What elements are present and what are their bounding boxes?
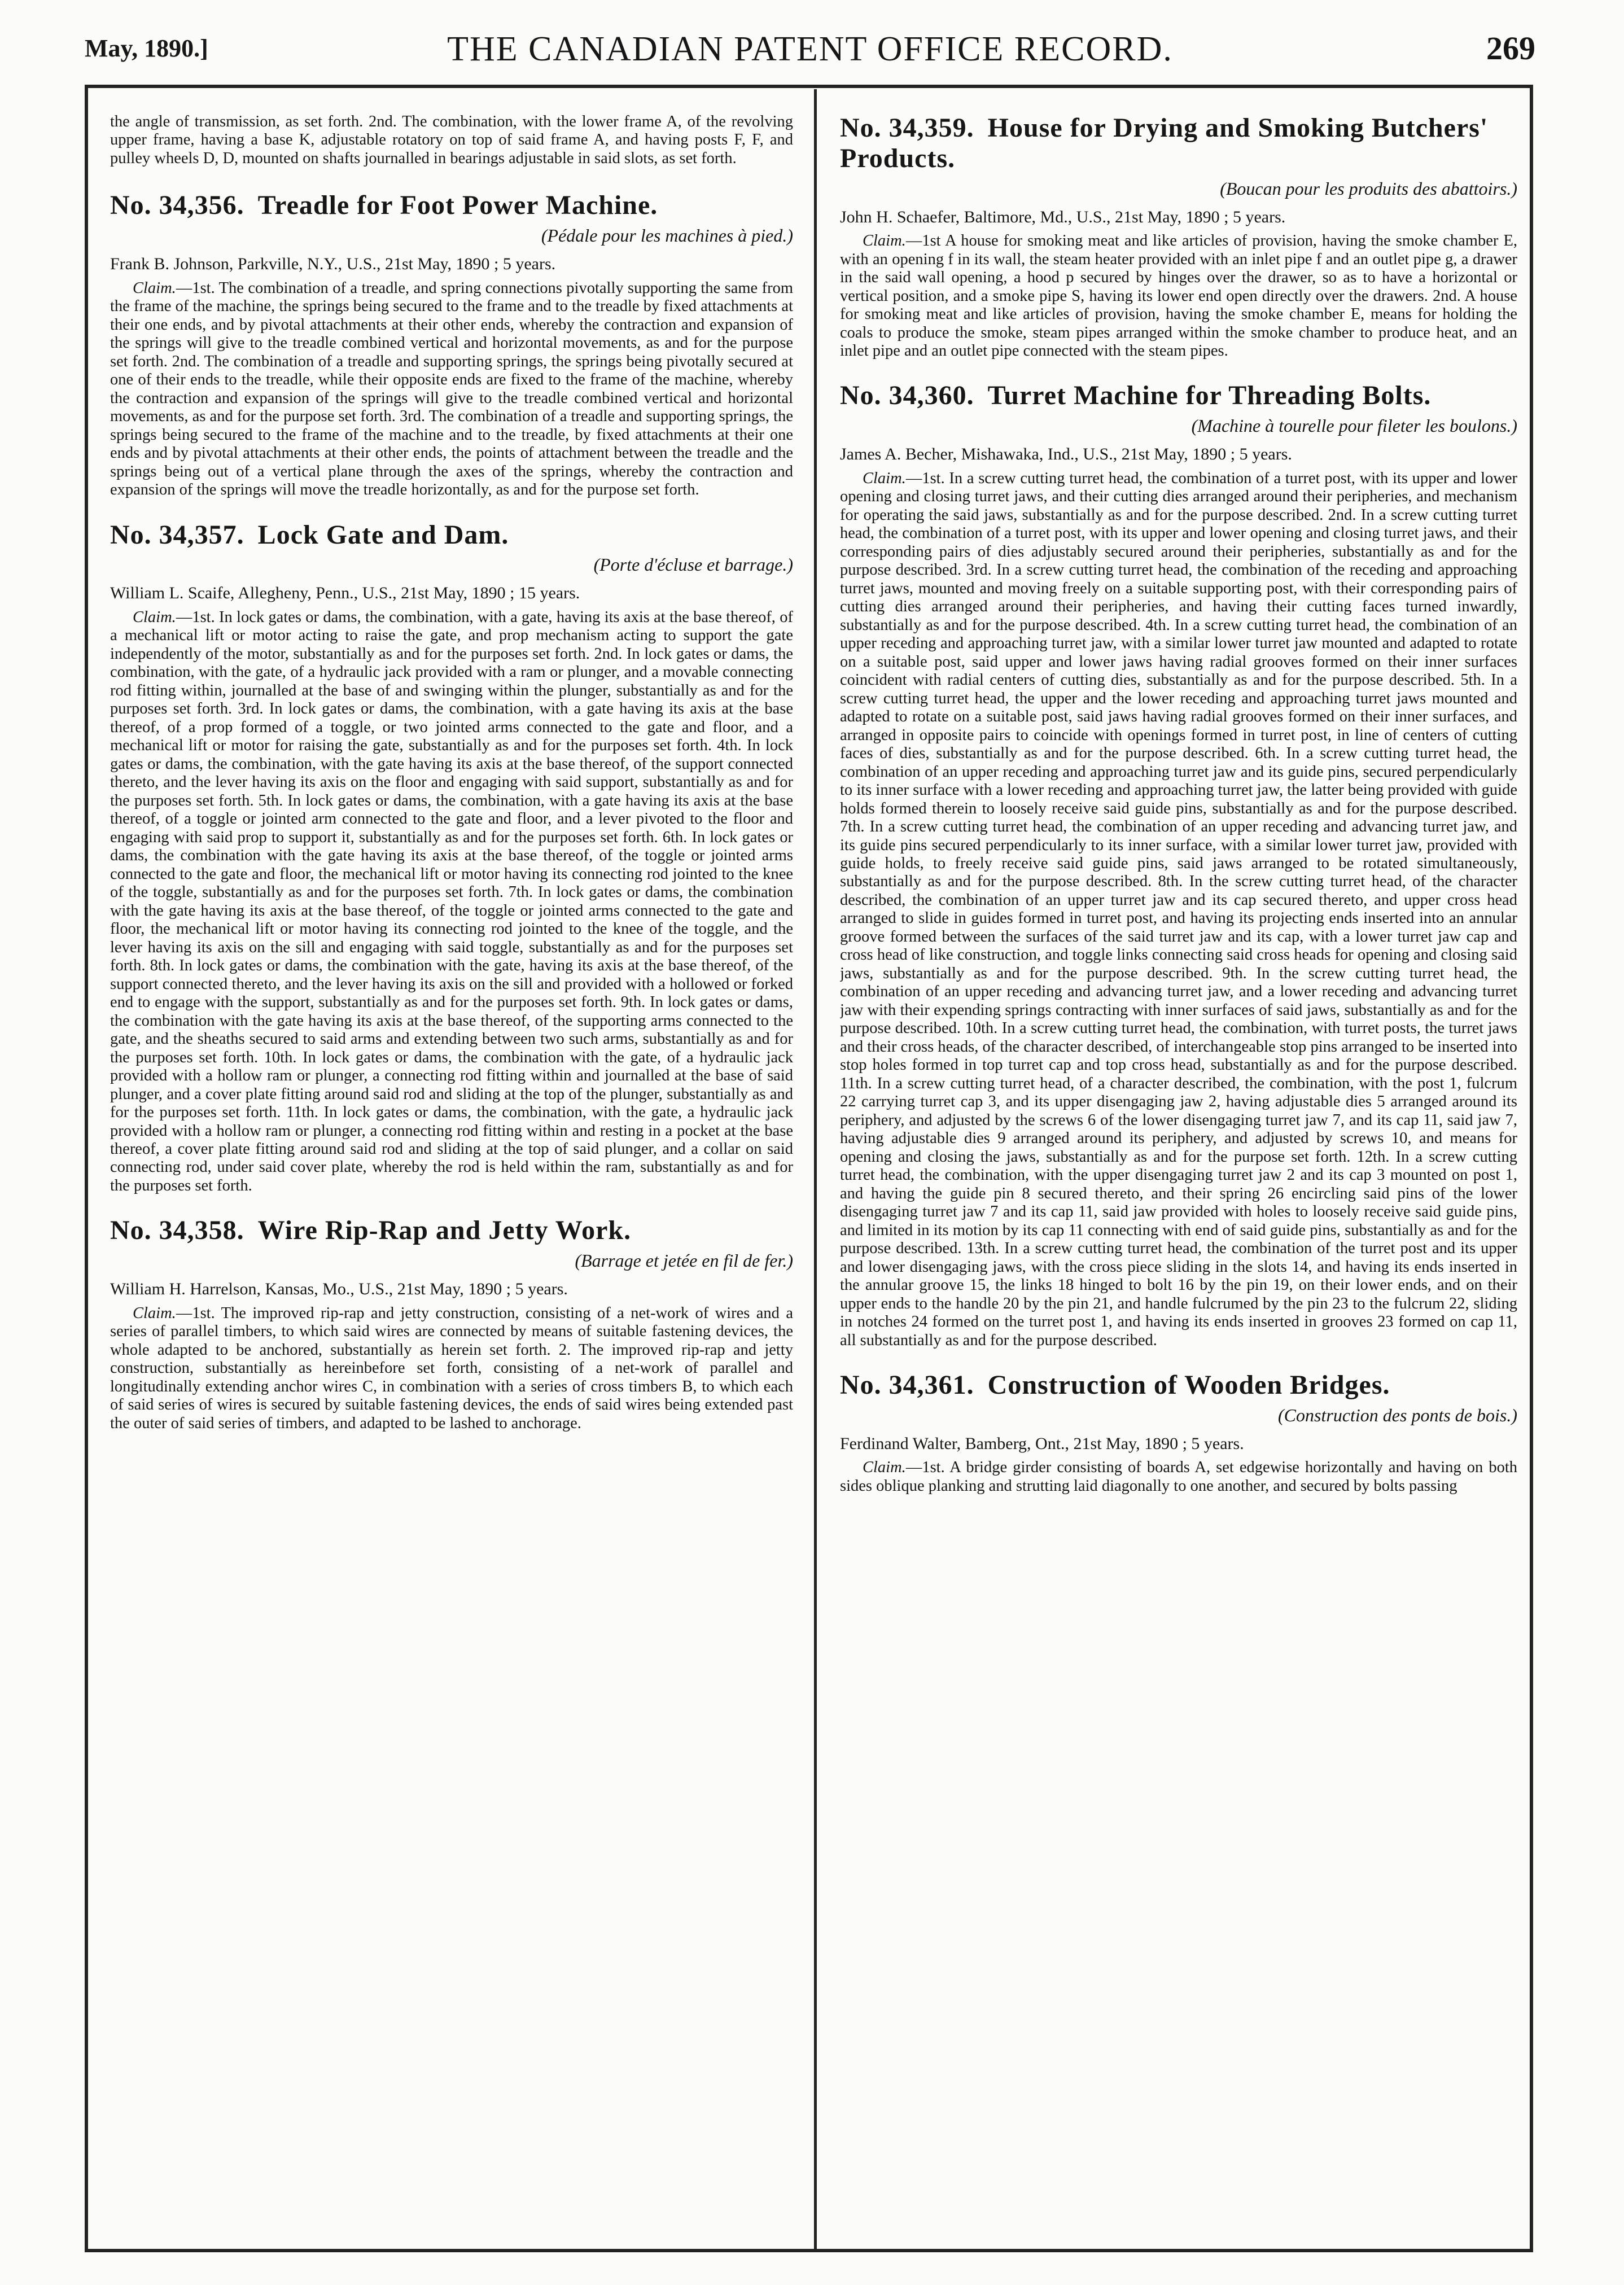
claim-text: —1st. In lock gates or dams, the combination, with a gate, having its axis at the base thereof, of a mechanical lift or motor acting to raise the gate, and prop mechanism acting to support the gate independently of the motor, substantially as and for the purposes set forth. 2nd. In lock gates or dams, the combination, with the gate, of a hydraulic jack provided with a ram or plunger, and a movable connecting rod fitting within, journalled at the base of and swinging within the plunger, substantially as and for the purposes set forth. 3rd. In lock gates or dams, the combination, with a gate having its axis at the base thereof, of a prop formed of a toggle, or two jointed arms connected to the gate and floor, and a mechanical lift or motor for raising the gate, substantially as and for the purposes set forth. 4th. In lock gates or dams, the combination, with the gate having its axis at the base thereof, of the support connected thereto, and the lever having its axis on the floor and engaging with said support, substantially as and for the purposes set forth. 5th. In lock gates or dams, the combination, with a gate having its axis at the base thereof, of a toggle or jointed arm connected to the gate and floor, and a lever pivoted to the floor and engaging with said prop to support it, substantially as and for the purposes set forth. 6th. In lock gates or dams, the combination with the gate having its axis at the base thereof, of the toggle or jointed arms connected to the gate and floor, the mechanical lift or motor having its connecting rod jointed to the knee of the toggle, substantially as and for the purposes set forth. 7th. In lock gates or dams, the combination with the gate having its axis at the base thereof, of the toggle or jointed arms connected to the gate and floor, the mechanical lift or motor having its connecting rod jointed to the knee of the toggle, and the lever having its axis on the sill and engaging with said toggle, substantially as and for the purposes set forth. 8th. In lock gates or dams, the combination with the gate, having its axis at the base thereof, of the support connected thereto, and the lever having its axis on the sill and provided with a hollowed or forked end to engage with the support, substantially as and for the purposes set forth. 9th. In lock gates or dams, the combination with the gate having its axis at the base thereof, of the supporting arms connected to the gate, and the sheaths secured to said arms and extending between two such arms, substantially as and for the purposes set forth. 10th. In lock gates or dams, the combination with the gate, of a hydraulic jack provided with a hollow ram or plunger, a connecting rod fitting within and journalled at the base of said plunger, and a cover plate fitting around said rod and sliding at the top of the plunger, substantially as and for the purposes set forth. 11th. In lock gates or dams, the combination, with the gate, a hydraulic jack provided with a hollow ram or plunger, a connecting rod fitting within and resting in a pocket at the base thereof, a cover plate fitting around said rod and sliding at the top of said plunger, and a collar on said connecting rod, under said cover plate, whereby the rod is held within the ram, substantially as and for the purposes set forth. bbox=[110, 608, 793, 1194]
patent-inventor: William H. Harrelson, Kansas, Mo., U.S., 21st May, 1890 ; 5 years. bbox=[110, 1280, 568, 1299]
claim-text: —1st. The combination of a treadle, and spring connections pivotally supporting the same from the frame of the machine, the springs being secured to the frame and to the treadle by fixed attachments at their one ends, and by pivotal attachments at their other ends, whereby the contraction and expansion of the springs will give to the treadle combined vertical and horizontal movements, as and for the purpose set forth. 2nd. The combination of a treadle and supporting springs, the springs being pivotally secured at one of their ends to the treadle, while their opposite ends are fixed to the frame of the machine, whereby the contraction and expansion of the springs will give to the treadle combined vertical and horizontal movements, as and for the purpose set forth. 3rd. The combination of a treadle and supporting springs, the springs being secured to the frame of the machine and to the treadle, by fixed attachments at their one ends and by pivotal attachments at their other ends, the points of attachment between the treadle and the springs being out of a vertical plane through the axes of the springs, whereby the contraction and expansion of the springs will move the treadle horizontally, as and for the purpose set forth. bbox=[110, 279, 793, 499]
continuation-text: the angle of transmission, as set forth. 2nd. The combination, with the lower frame A, of the revolving upper frame, having a base K, adjustable rotatory on top of said frame A, and having posts F, F, and pulley wheels D, D, mounted on shafts journalled in bearings adjustable in said slots, as set forth. bbox=[110, 113, 793, 167]
patent-heading bbox=[840, 380, 1517, 411]
patent-number: No. 34,359. bbox=[840, 113, 974, 143]
patent-number: No. 34,357. bbox=[110, 519, 244, 550]
patent-heading bbox=[110, 520, 793, 550]
patent-claim bbox=[840, 470, 1517, 1350]
page-header bbox=[85, 23, 1535, 73]
patent-inventor: William L. Scaife, Allegheny, Penn., U.S., 21st May, 1890 ; 15 years. bbox=[110, 584, 580, 603]
patent-inventor: Ferdinand Walter, Bamberg, Ont., 21st May, 1890 ; 5 years. bbox=[840, 1434, 1244, 1453]
patent-french-title: (Boucan pour les produits des abattoirs.) bbox=[1220, 178, 1517, 199]
header-date: May, 1890.] bbox=[85, 34, 208, 62]
claim-label: Claim. bbox=[133, 1304, 176, 1322]
patent-number: No. 34,356. bbox=[110, 190, 244, 221]
patent-claim bbox=[110, 279, 793, 500]
patent-heading bbox=[110, 190, 793, 221]
claim-label: Claim. bbox=[863, 469, 906, 487]
patent-inventor: Frank B. Johnson, Parkville, N.Y., U.S., 21st May, 1890 ; 5 years. bbox=[110, 255, 556, 274]
patent-title: Construction of Wooden Bridges. bbox=[987, 1370, 1390, 1400]
patent-number: No. 34,360. bbox=[840, 380, 974, 411]
column-divider bbox=[814, 89, 817, 2251]
patent-title: Turret Machine for Threading Bolts. bbox=[987, 380, 1432, 411]
patent-french-title: (Machine à tourelle pour fileter les boulons.) bbox=[1191, 415, 1517, 436]
patent-claim bbox=[110, 1305, 793, 1433]
claim-label: Claim. bbox=[133, 279, 176, 297]
patent-french-title: (Construction des ponts de bois.) bbox=[1278, 1404, 1517, 1425]
patent-claim bbox=[840, 232, 1517, 360]
patent-number: No. 34,358. bbox=[110, 1215, 244, 1246]
patent-inventor: James A. Becher, Mishawaka, Ind., U.S., 21st May, 1890 ; 5 years. bbox=[840, 445, 1292, 464]
patent-entry bbox=[110, 1215, 793, 1433]
patent-title: House for Drying and Smoking Butchers' Products. bbox=[840, 113, 1489, 173]
patent-inventor: John H. Schaefer, Baltimore, Md., U.S., 21st May, 1890 ; 5 years. bbox=[840, 207, 1286, 226]
patent-title: Wire Rip-Rap and Jetty Work. bbox=[257, 1215, 632, 1246]
patent-title: Treadle for Foot Power Machine. bbox=[257, 190, 658, 221]
header-title: THE CANADIAN PATENT OFFICE RECORD. bbox=[447, 30, 1173, 68]
claim-text: —1st. In a screw cutting turret head, the combination of a turret post, with its upper and lower opening and closing turret jaws, and their cutting dies arranged around their peripheries, and mechanism for operating the said jaws, substantially as and for the purpose described. 2nd. In a screw cutting turret head, the combination of a turret post, with its upper and lower opening and closing turret jaws, and their corresponding pairs of dies adjustably secured around their peripheries, substantially as and for the purpose described. 3rd. In a screw cutting turret head, the combination of the receding and approaching turret jaws, mounted and moving freely on a suitable supporting post, with their corresponding pairs of cutting dies arranged around their peripheries, and having their cutting faces turned inwardly, substantially as and for the purpose described. 4th. In a screw cutting turret head, the combination of an upper receding and approaching turret jaw, with a similar lower turret jaw mounted and adapted to rotate on a suitable post, said upper and lower jaws having radial grooves formed on their inner surfaces coincident with radial centers of cutting dies, substantially as and for the purpose described. 5th. In a screw cutting turret head, the upper and the lower receding and approaching turret jaws mounted and adapted to rotate on a suitable post, said jaws having radial grooves formed on their inner surfaces, and arranged in opposite pairs to coincide with openings formed in turret post, in line of centers of cutting faces of dies, substantially as and for the purpose described. 6th. In a screw cutting turret head, the combination of an upper receding and approaching turret jaw and its guide pins, secured perpendicularly to its inner surface with a lower receding and approaching turret jaw, the latter being provided with guide holds formed therein to loosely receive said guide pins, substantially as and for the purpose described. 7th. In a screw cutting turret head, the combination of an upper receding and advancing turret jaw, and its guide pins secured perpendicularly to its inner surface, with a similar lower turret jaw, provided with guide holds, to freely receive said guide pins, said jaws arranged to be rotated simultaneously, substantially as and for the purpose described. 8th. In the screw cutting turret head, of the character described, the combination of an upper turret jaw and its cap secured thereto, and upper cross head arranged to slide in guides formed in turret post, and having its projecting ends inserted into an annular groove formed between the surfaces of the said turret jaw and its cap, with a lower turret jaw cap and cross head of like construction, and toggle links connecting said cross heads for opening and closing said jaws, substantially as and for the purpose described. 9th. In the screw cutting turret head, the combination of an upper receding and advancing turret jaw, and a lower receding and advancing turret jaw with their expending springs contracting with inner surfaces of said jaws, substantially as and for the purpose described. 10th. In a screw cutting turret head, the combination, with turret posts, the turret jaws and their cross heads, of the character described, of interchangeable stop pins arranged to be inserted into stop holes formed in top turret cap and top cross head, substantially as and for the purpose described. 11th. In a screw cutting turret head, of a character described, the combination, with the post 1, fulcrum 22 carrying turret cap 3, and its upper disengaging jaw 2, having adjustable dies 5 arranged around its periphery, and adjusted by the screws 6 of the lower disengaging turret jaw 7, and its cap 11, said jaw 7, having adjustable dies 9 arranged around its periphery, and adjusted by screws 10, and means for opening and closing the jaws, substantially as and for the purpose set forth. 12th. In a screw cutting turret head, the combination, with the upper disengaging turret jaw 2 and its cap 3 mounted on post 1, and having the guide pin 8 secured thereto, and their spring 26 encircling said pins of the lower disengaging turret jaw 7 and its cap 11, said jaw provided with holes to loosely receive said guide pins, and limited in its motion by its cap 11 connecting with end of said guide pins, substantially as and for the purpose described. 13th. In a screw cutting turret head, the combination of the turret post and its upper and lower disengaging jaws, with the cross piece sliding in the slots 14, and having its ends inserted in the annular groove 15, the links 18 hinged to bolt 16 by the pin 19, on their lower ends, and on their upper ends to the handle 20 by the pin 21, and handle fulcrumed by the pin 23 to the fulcrum 22, sliding in notches 24 formed on the turret post 1, and having its ends inserted in grooves 23 formed on cap 11, all substantially as and for the purpose described. bbox=[840, 469, 1517, 1349]
patent-entry bbox=[110, 190, 793, 499]
claim-text: —1st. The improved rip-rap and jetty construction, consisting of a net-work of wires and a series of parallel timbers, to which said wires are connected by means of suitable fastening devices, the whole adapted to be anchored, substantially as herein set forth. 2. The improved rip-rap and jetty construction, substantially as hereinbefore set forth, consisting of a net-work of parallel and longitudinally extending anchor wires C, in combination with a series of cross timbers B, to which each of said series of wires is secured by suitable fastening devices, the ends of said wires being extended past the outer of said series of timbers, and adapted to be lashed to anchorage. bbox=[110, 1304, 793, 1432]
patent-heading bbox=[840, 1370, 1517, 1400]
patent-entry bbox=[110, 520, 793, 1196]
claim-text: —1st. A bridge girder consisting of boards A, set edgewise horizontally and having on both sides oblique planking and strutting laid diagonally to one another, and secured by bolts passing bbox=[840, 1459, 1517, 1495]
claim-label: Claim. bbox=[133, 608, 176, 626]
patent-french-title: (Pédale pour les machines à pied.) bbox=[541, 225, 793, 246]
patent-title: Lock Gate and Dam. bbox=[257, 519, 509, 550]
patent-french-title: (Porte d'écluse et barrage.) bbox=[593, 554, 793, 575]
claim-label: Claim. bbox=[863, 232, 906, 250]
patent-entry bbox=[840, 1370, 1517, 1495]
patent-claim bbox=[840, 1459, 1517, 1495]
claim-label: Claim. bbox=[863, 1459, 906, 1477]
patent-heading bbox=[110, 1215, 793, 1246]
patent-heading bbox=[840, 113, 1517, 174]
patent-entry bbox=[840, 113, 1517, 360]
patent-french-title: (Barrage et jetée en fil de fer.) bbox=[575, 1250, 793, 1271]
page-number: 269 bbox=[1486, 30, 1535, 67]
claim-text: —1st A house for smoking meat and like articles of provision, having the smoke chamber E, with an opening f in its wall, the steam heater provided with an inlet pipe f and an outlet pipe g, a drawer in the said wall opening, a hood p secured by hinges over the drawer, so as to have a horizontal or vertical position, and a smoke pipe S, having its lower end open directly over the drawers. 2nd. A house for smoking meat and like articles of provision, having the smoke chamber E, means for holding the coals to produce the smoke, steam pipes arranged within the smoke chamber to produce heat, and an inlet pipe and an outlet pipe connected with the steam pipes. bbox=[840, 232, 1517, 360]
left-column bbox=[110, 113, 793, 2241]
patent-claim bbox=[110, 609, 793, 1196]
patent-number: No. 34,361. bbox=[840, 1370, 974, 1400]
patent-entry bbox=[840, 380, 1517, 1350]
right-column bbox=[840, 113, 1517, 2241]
